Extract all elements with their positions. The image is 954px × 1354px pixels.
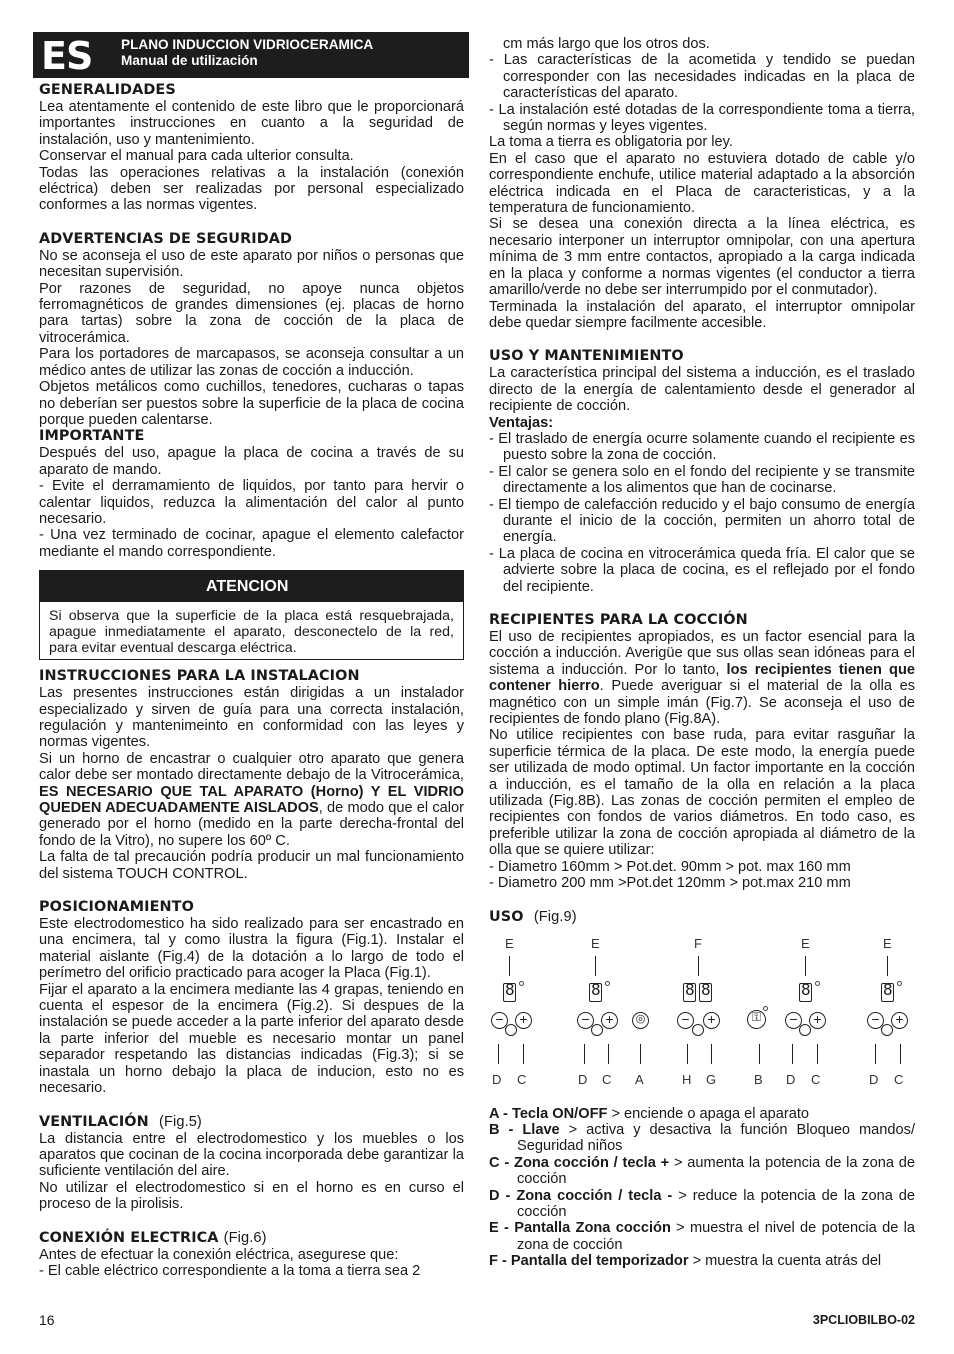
zone-display <box>799 983 812 1002</box>
language-code: ES <box>41 34 93 78</box>
power-button[interactable]: ◎ <box>632 1012 649 1029</box>
indicator-dot <box>815 981 820 986</box>
paragraph: En el caso que el aparato no estuviera dotado de cable y/o correspondiente enchufe, utilice material adaptado a la absorción eléctrica indicada en el Placa de caracteristicas, y a la temperatura de funcionamiento. <box>489 150 915 217</box>
atencion-box <box>39 570 464 660</box>
label-d: D <box>492 1071 502 1087</box>
header-banner <box>33 32 469 78</box>
paragraph: Terminada la instalación del aparato, el interruptor omnipolar debe quedar siempre facilmente accesible. <box>489 298 915 331</box>
list-item: - El tiempo de calefacción reducido y el bajo consumo de energía durante el inicio de la cocción, permiten un ahorro total de energía. <box>489 496 915 546</box>
paragraph: Lea atentamente el contenido de este libro que le proporcionará importantes instrucciones en cuanto a la seguridad de instalación, uso y mantenimiento. <box>39 99 464 148</box>
heading-text: USO <box>489 908 524 925</box>
label-c: C <box>894 1071 904 1087</box>
text-span: . Puede averiguar si el material de la olla es magnético con un simple imán (Fig.7). Se aconseja el uso de recipientes de fondo plano (Fig.8A). <box>489 678 915 728</box>
section-title-instrucciones: INSTRUCCIONES PARA LA INSTALACION <box>39 668 360 685</box>
legend-key: D - <box>489 1187 511 1204</box>
document-code: 3PCLIOBILBO-02 <box>812 1313 915 1327</box>
subheading-ventajas: Ventajas: <box>489 414 554 431</box>
minus-button[interactable]: − <box>867 1012 884 1029</box>
emphasis-hierro: los recipientes tienen que contener hierro <box>489 661 915 695</box>
label-d: D <box>786 1071 796 1087</box>
label-h: H <box>682 1071 692 1087</box>
timer-minus-button[interactable]: − <box>677 1012 694 1029</box>
section-title-posicionamiento: POSICIONAMIENTO <box>39 899 194 916</box>
label-d: D <box>869 1071 879 1087</box>
section-title-uso-mantenimiento: USO Y MANTENIMIENTO <box>489 348 684 365</box>
minus-button[interactable]: − <box>785 1012 802 1029</box>
paragraph: Si se desea una conexión directa a la línea eléctrica, es necesario interponer un interruptor omnipolar, con una apertura mínima de 3 mm entre contactos, apropiado a la carga indicada en la placa y conforme a normas vigentes (el conductor a tierra amarillo/verde no debe ser interrumpido por el conmutador). <box>489 216 915 299</box>
right-column <box>489 36 915 1270</box>
indicator-dot <box>519 981 524 986</box>
paragraph: Por razones de seguridad, no apoye nunca objetos ferromagnéticos de grandes dimensiones (ej. placas de horno para tartas) sobre la zona de cocción de la placa de vitrocerámica. <box>39 280 464 346</box>
label-g: G <box>706 1071 717 1087</box>
section-title-ventilacion <box>39 1114 464 1131</box>
paragraph: La toma a tierra es obligatoria por ley. <box>489 134 733 151</box>
paragraph: Antes de efectuar la conexión eléctrica, asegurese que: <box>39 1246 399 1263</box>
paragraph: Para los portadores de marcapasos, se aconseja consultar a un médico antes de utilizar las zonas de cocción a inducción. <box>39 346 464 379</box>
figure-ref: (Fig.6) <box>223 1229 267 1246</box>
heading-text: VENTILACIÓN <box>39 1113 149 1130</box>
list-item: - Diametro 200 mm >Pot.det 120mm > pot.max 210 mm <box>489 875 851 892</box>
legend-name: Zona cocción / tecla - <box>516 1187 673 1204</box>
label-c: C <box>811 1071 821 1087</box>
legend-key: F - <box>489 1253 507 1270</box>
label-b: B <box>754 1071 763 1087</box>
legend-item <box>489 1122 915 1155</box>
paragraph: Objetos metálicos como cuchillos, tenedores, cucharas o tapas no deberían ser puestos sobre la superficie de la placa de cocina porque pueden calentarse. <box>39 379 464 428</box>
text-span: Si un horno de encastrar o cualquier otro aparato que genera calor debe ser montado directamente debajo de la Vitrocerámica, <box>39 750 464 784</box>
legend-desc: > activa y desactiva la función Bloqueo mandos/ Seguridad niños <box>517 1121 915 1155</box>
atencion-title: ATENCION <box>40 571 463 602</box>
section-title-uso <box>489 909 915 926</box>
paragraph: No utilizar el electrodomestico si en el horno es en curso el proceso de la pirolisis. <box>39 1179 464 1213</box>
figure-ref: (Fig.9) <box>533 908 577 925</box>
plus-button[interactable]: + <box>891 1012 908 1029</box>
paragraph: - Una vez terminado de cocinar, apague el elemento calefactor mediante el mando correspondiente. <box>39 527 464 560</box>
list-item: - La placa de cocina en vitrocerámica queda fría. El calor que se advierte sobre la placa de cocina, es el reflejado por el fondo del recipiente. <box>489 545 915 595</box>
zone-select-icon <box>799 1024 811 1036</box>
legend-key: A - <box>489 1105 508 1122</box>
legend-desc: > enciende o apaga el aparato <box>607 1105 810 1122</box>
timer-plus-button[interactable]: + <box>703 1012 720 1029</box>
section-title-recipientes: RECIPIENTES PARA LA COCCIÓN <box>489 612 748 628</box>
paragraph: - Evite el derramamiento de liquidos, por tanto para hervir o calentar liquidos, reduzca la alimentación del calor al punto necesario. <box>39 478 464 527</box>
paragraph: Todas las operaciones relativas a la instalación (conexión eléctrica) deben ser realizadas por personal especializado conformes a las normas vigentes. <box>39 164 464 214</box>
zone-select-icon <box>591 1024 603 1036</box>
legend-name: Pantalla Zona cocción <box>514 1220 671 1237</box>
label-e: E <box>801 935 810 951</box>
paragraph: Después del uso, apague la placa de cocina a través de su aparato de mando. <box>39 445 464 478</box>
label-a: A <box>635 1071 644 1087</box>
legend-desc: > muestra la cuenta atrás del <box>688 1253 882 1270</box>
paragraph: La distancia entre el electrodomestico y los muebles o los aparatos que cocinan de la cocina incorporada debe garantizar la suficiente ventilación del aire. <box>39 1130 464 1180</box>
label-c: C <box>517 1071 527 1087</box>
zone-select-icon <box>505 1024 517 1036</box>
label-e: E <box>505 935 514 951</box>
section-title-importante: IMPORTANTE <box>39 428 145 445</box>
list-item: - Diametro 160mm > Pot.det. 90mm > pot. max 160 mm <box>489 858 851 875</box>
zone-display <box>881 983 894 1002</box>
key-lock-icon[interactable]: ⚿ <box>747 1010 766 1029</box>
list-item: - El calor se genera solo en el fondo del recipiente y se transmite directamente a los alimentos que han de cocinarse. <box>489 463 915 497</box>
paragraph: Este electrodomestico ha sido realizado para ser encastrado en una encimera, tal y como ilustra la figura (Fig.1). Instalar el material aislante (Fig.4) de la dotación a lo largo de todo el perímetro del orificio practicado para acoger la Placa (Fig.1). <box>39 916 464 982</box>
paragraph: La falta de tal precaución podría producir un mal funcionamiento del sistema TOUCH CONTROL. <box>39 849 464 882</box>
indicator-dot <box>897 981 902 986</box>
timer-display-digit <box>699 983 712 1002</box>
section-title-conexion <box>39 1230 464 1247</box>
legend-item <box>489 1106 915 1122</box>
legend-desc: > muestra el nivel de potencia de la zona de cocción <box>517 1220 915 1253</box>
plus-button[interactable]: + <box>601 1012 618 1029</box>
legend-desc: > aumenta la potencia de la zona de cocción <box>517 1154 915 1188</box>
legend-name: Tecla ON/OFF <box>511 1105 608 1122</box>
legend-key: C - <box>489 1154 510 1171</box>
list-item: - La instalación esté dotadas de la correspondiente toma a tierra, según normas y leyes vigentes. <box>489 101 915 135</box>
text-span: , de modo que el calor generado por el horno (medido en la parte derecha-frontal del fondo de la Vitro), no supere los 60º C. <box>39 800 464 849</box>
plus-button[interactable]: + <box>515 1012 532 1029</box>
legend-item <box>489 1253 915 1269</box>
label-d: D <box>578 1071 588 1087</box>
indicator-dot <box>605 981 610 986</box>
legend-name: Llave <box>522 1121 560 1138</box>
minus-button[interactable]: − <box>491 1012 508 1029</box>
paragraph: cm más largo que los otros dos. <box>503 36 710 52</box>
paragraph: La característica principal del sistema a inducción, es el traslado directo de la energía de calentamiento desde el generador al recipiente de cocción. <box>489 365 915 415</box>
zone-display <box>589 983 602 1002</box>
legend-item <box>489 1188 915 1221</box>
legend-key: B - <box>489 1121 514 1138</box>
atencion-body: Si observa que la superficie de la placa está resquebrajada, apague inmediatamente el aparato, desconectelo de la red, para evitar eventual descarga eléctrica. <box>49 608 454 657</box>
warning-emphasis: ES NECESARIO QUE TAL APARATO (Horno) Y EL VIDRIO QUEDEN ADECUADAMENTE AISLADOS <box>39 783 464 816</box>
legend-name: Pantalla del temporizador <box>510 1253 689 1270</box>
document-subtitle: Manual de utilización <box>121 53 258 68</box>
control-panel-diagram <box>489 936 915 1106</box>
legend-name: Zona cocción / tecla + <box>514 1154 670 1171</box>
paragraph: No utilice recipientes con base ruda, para evitar rasguñar la superficie térmica de la placa. De este modo, la energía puede ser utilizada de modo optimal. Un factor importante en la cocción a inducción, es el tamaño de la olla en relación a la placa utilizada (Fig.8B). Las zonas de cocción permiten el empleo de recipientes con fondos de varios diámetros. En todo caso, es preferible utilizar la zona de cocción apropiada al diámetro de la olla que se quiere utilizar: <box>489 727 915 859</box>
legend-desc: > reduce la potencia de la zona de cocción <box>517 1187 915 1220</box>
legend-item <box>489 1220 915 1253</box>
label-f: F <box>694 935 702 951</box>
label-e: E <box>591 935 600 951</box>
minus-button[interactable]: − <box>577 1012 594 1029</box>
clock-icon <box>692 1024 704 1036</box>
label-c: C <box>602 1071 612 1087</box>
legend-item <box>489 1155 915 1188</box>
paragraph: No se aconseja el uso de este aparato por niños o personas que necesitan supervisión. <box>39 247 464 281</box>
section-title-generalidades: GENERALIDADES <box>39 82 176 98</box>
paragraph <box>489 629 915 727</box>
plus-button[interactable]: + <box>809 1012 826 1029</box>
document-title: PLANO INDUCCION VIDRIOCERAMICA <box>121 37 374 52</box>
list-item: - Las características de la acometida y tendido se puedan corresponder con las necesidades indicadas en la placa de características del aparato. <box>489 52 915 102</box>
label-e: E <box>883 935 892 951</box>
legend <box>489 1106 915 1270</box>
indicator-dot <box>763 1006 768 1011</box>
text-span: El uso de recipientes apropiados, es un factor esencial para la cocción a inducción. Averigüe que sus ollas sean idóneas para el sistema a inducción. Por lo tanto, <box>489 629 915 678</box>
zone-select-icon <box>881 1024 893 1036</box>
paragraph: - El cable eléctrico correspondiente a la toma a tierra sea 2 <box>39 1262 421 1279</box>
legend-key: E - <box>489 1220 509 1237</box>
timer-display-digit <box>683 983 696 1002</box>
paragraph: Fijar el aparato a la encimera mediante las 4 grapas, teniendo en cuenta el espesor de la encimera (Fig.2). Si despues de la instalación se puede acceder a la parte inferior del aparato desde la parte inferior del mueble es necesario montar un panel separador respetando las distancias indicadas (Fig.3); si se inastala un horno debajo la placa de inducion, esto no es necesario. <box>39 981 464 1097</box>
left-column <box>39 82 464 1279</box>
paragraph: Conservar el manual para cada ulterior consulta. <box>39 148 354 165</box>
page-number: 16 <box>39 1312 55 1328</box>
list-item: - El traslado de energía ocurre solamente cuando el recipiente es puesto sobre la zona de cocción. <box>489 430 915 464</box>
zone-display <box>503 983 516 1002</box>
heading-text: CONEXIÓN ELECTRICA <box>39 1229 219 1246</box>
paragraph <box>39 751 464 849</box>
paragraph: Las presentes instrucciones están dirigidas a un instalador especializado y sirven de guía para una correcta instalación, regulación y mantenimeinto en conformidad con las leyes y normas vigentes. <box>39 685 464 751</box>
figure-ref: (Fig.5) <box>159 1113 202 1130</box>
section-title-advertencias: ADVERTENCIAS DE SEGURIDAD <box>39 230 293 247</box>
